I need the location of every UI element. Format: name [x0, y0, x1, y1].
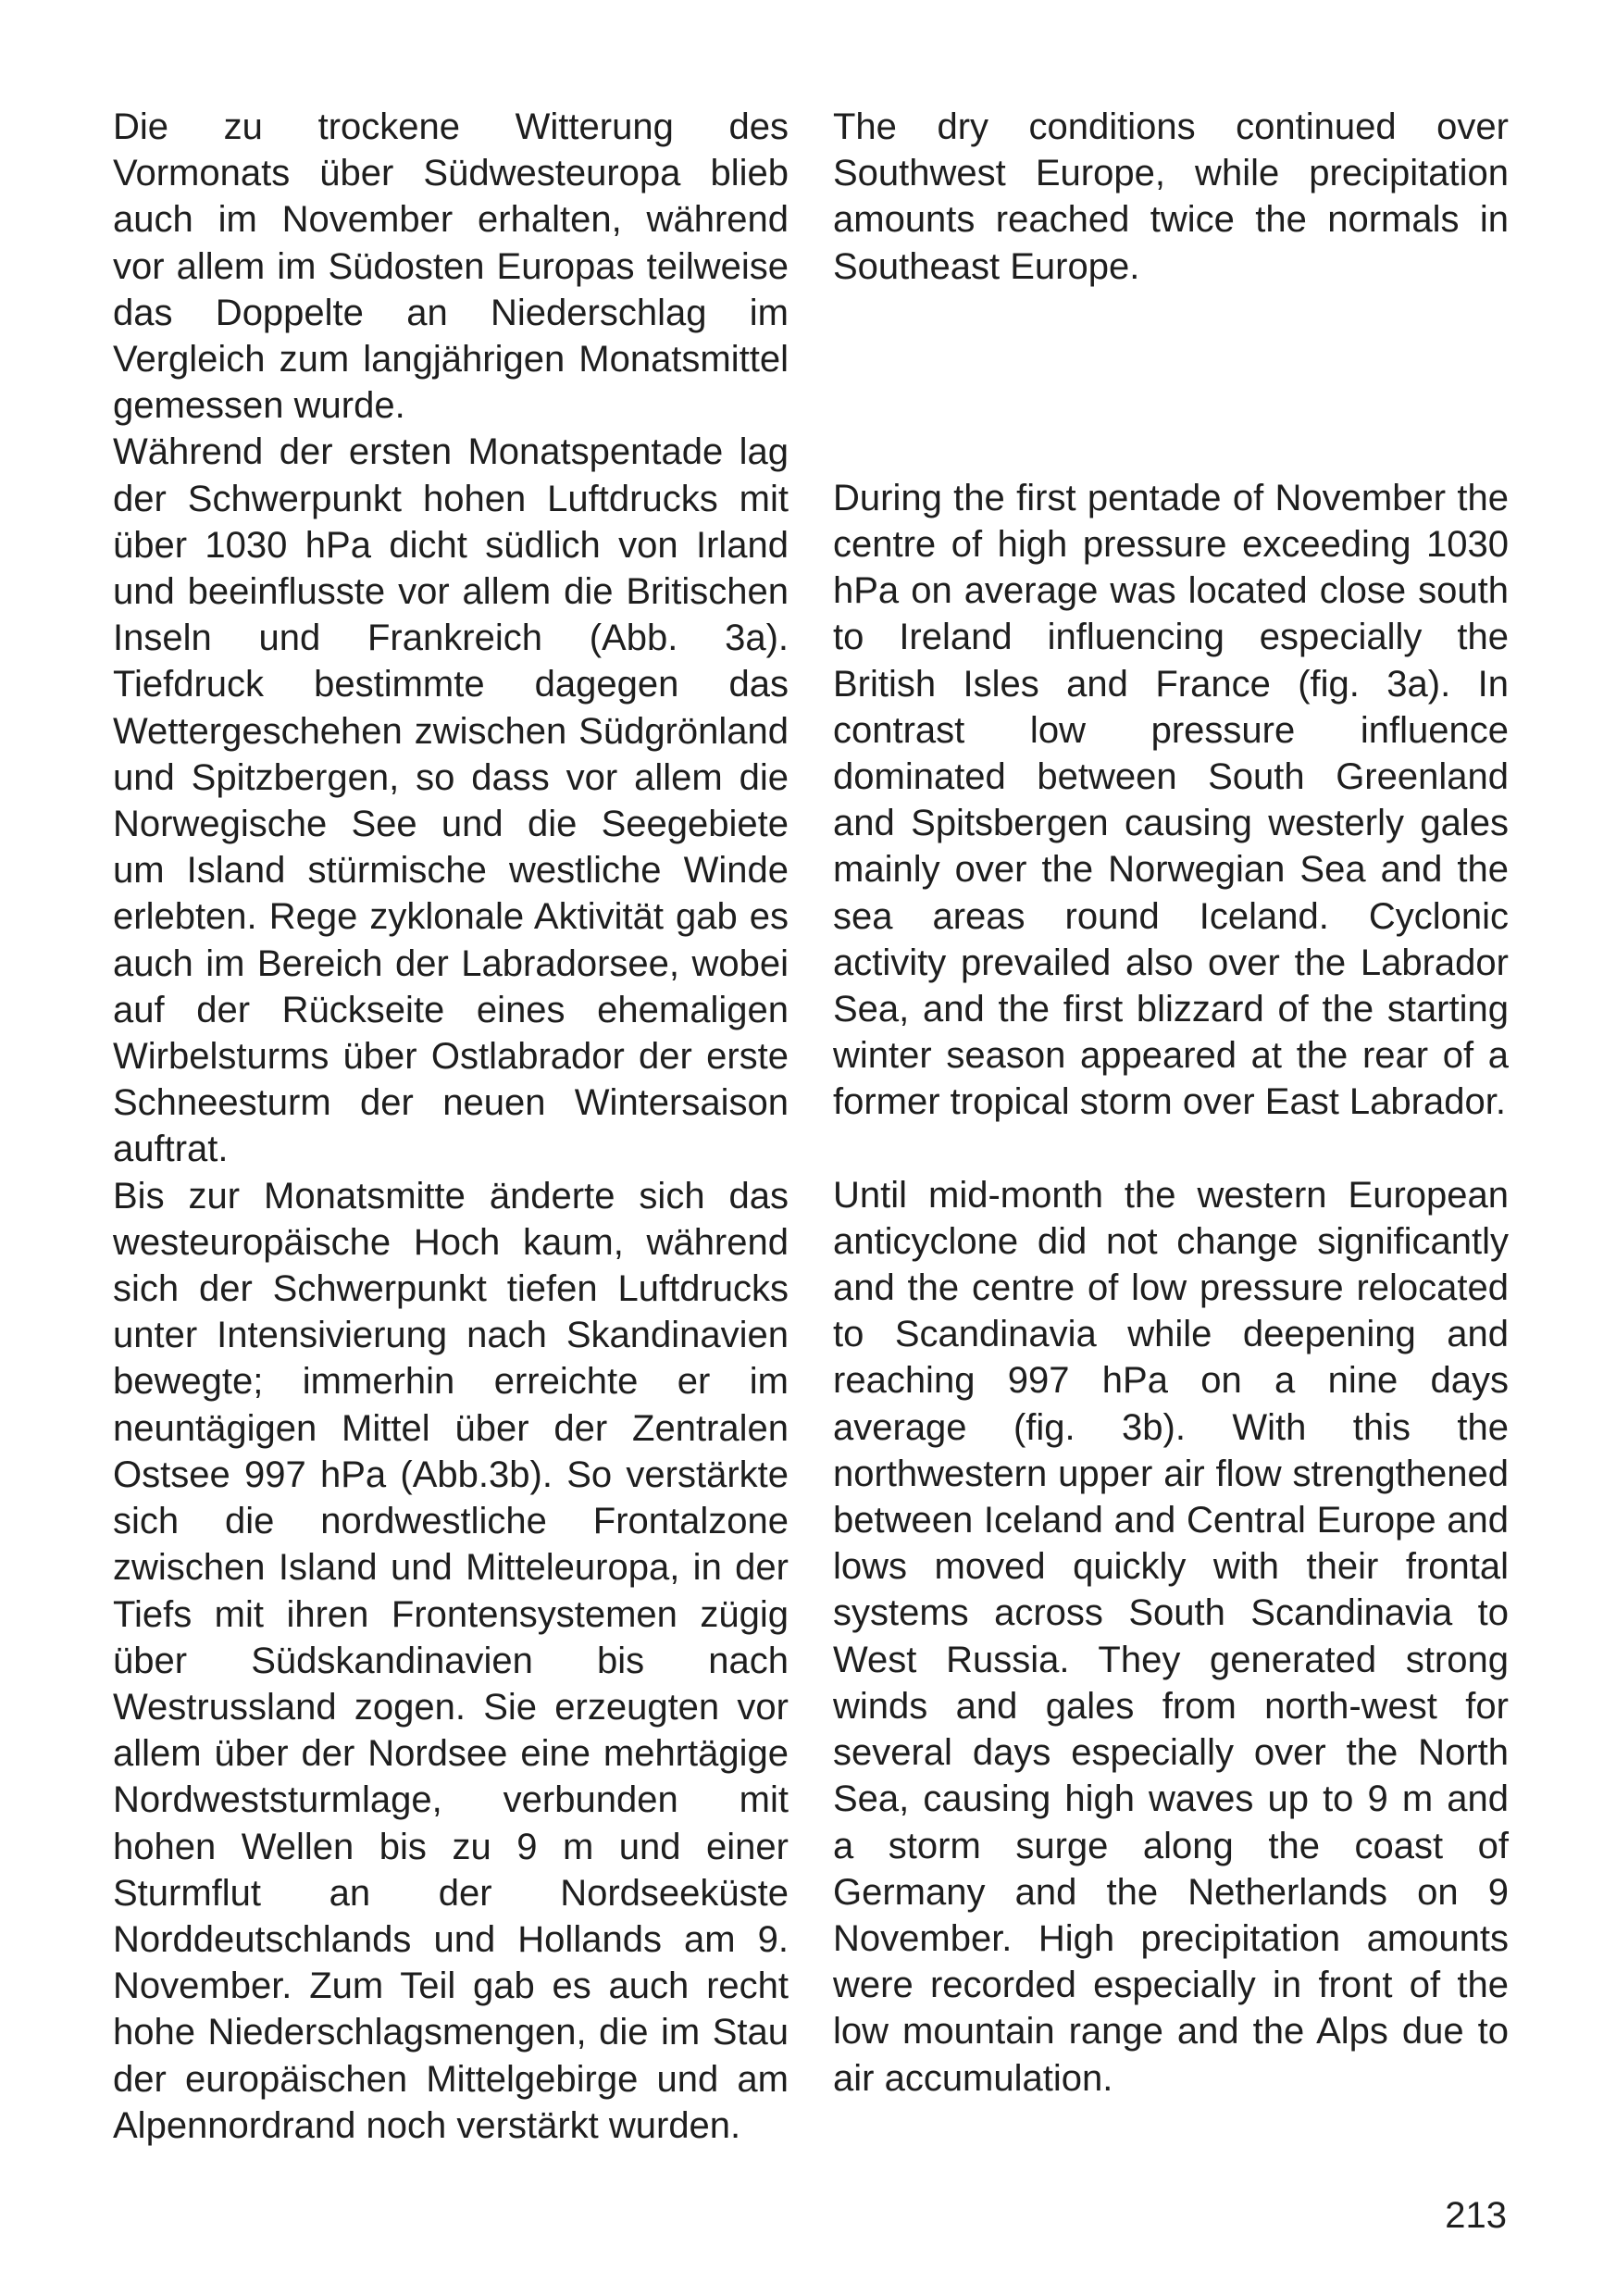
german-text-column: [113, 104, 789, 2149]
english-paragraph-1: The dry conditions continued over Southwest Europe, while precipitation amounts reached twice the normals in Southeast Europe.: [833, 106, 1509, 287]
german-paragraph-1: Die zu trockene Witterung des Vormonats über Südwesteuropa blieb auch im November erhalten, während vor allem im Südosten Europas teilweise das Doppelte an Niederschlag im Vergleich zum langjährigen Monatsmittel gemessen wurde.: [113, 106, 789, 427]
page-number: 213: [1445, 2195, 1507, 2236]
english-text-column: [833, 104, 1509, 2102]
english-paragraph-2: During the first pentade of November the centre of high pressure exceeding 1030 hPa on average was located close south to Ireland influencing especially the British Isles and France (fig. 3a). In contrast low pressure influence dominated between South Greenland and Spitsbergen causing westerly gales mainly over the Norwegian Sea and the sea areas round Iceland. Cyclonic activity prevailed also over the Labrador Sea, and the first blizzard of the starting winter season appeared at the rear of a former tropical storm over East Labrador.: [833, 477, 1509, 1123]
english-paragraph-3: Until mid-month the western European anticyclone did not change significantly and the centre of low pressure relocated to Scandinavia while deepening and reaching 997 hPa on a nine days average (fig. 3b). With this the northwestern upper air flow strengthened between Iceland and Central Europe and lows moved quickly with their frontal systems across South Scandinavia to West Russia. They generated strong winds and gales from north-west for several days especially over the North Sea, causing high waves up to 9 m and a storm surge along the coast of Germany and the Netherlands on 9 November. High precipitation amounts were recorded especially in front of the low mountain range and the Alps due to air accumulation.: [833, 1174, 1509, 2099]
german-paragraph-2: Während der ersten Monatspentade lag der Schwerpunkt hohen Luftdrucks mit über 1030 hPa dicht südlich von Irland und beeinflusste vor allem die Britischen Inseln und Frankreich (Abb. 3a). Tiefdruck bestimmte dagegen das Wettergeschehen zwischen Südgrönland und Spitzbergen, so dass vor allem die Norwegische See und die Seegebiete um Island stürmische westliche Winde erlebten. Rege zyklonale Aktivität gab es auch im Bereich der Labradorsee, wobei auf der Rückseite eines ehemaligen Wirbelsturms über Ostlabrador der erste Schneesturm der neuen Wintersaison auftrat.: [113, 431, 789, 1170]
german-paragraph-3: Bis zur Monatsmitte änderte sich das westeuropäische Hoch kaum, während sich der Schwerpunkt tiefen Luftdrucks unter Intensivierung nach Skandinavien bewegte; immerhin erreichte er im neuntägigen Mittel über der Zentralen Ostsee 997 hPa (Abb.3b). So verstärkte sich die nordwestliche Frontalzone zwischen Island und Mitteleuropa, in der Tiefs mit ihren Frontensystemen zügig über Südskandinavien bis nach Westrussland zogen. Sie erzeugten vor allem über der Nordsee eine mehrtägige Nordweststurmlage, verbunden mit hohen Wellen bis zu 9 m und einer Sturmflut an der Nordseeküste Norddeutschlands und Hollands am 9. November. Zum Teil gab es auch recht hohe Niederschlagsmengen, die im Stau der europäischen Mittelgebirge und am Alpennordrand noch verstärkt wurden.: [113, 1175, 789, 2146]
